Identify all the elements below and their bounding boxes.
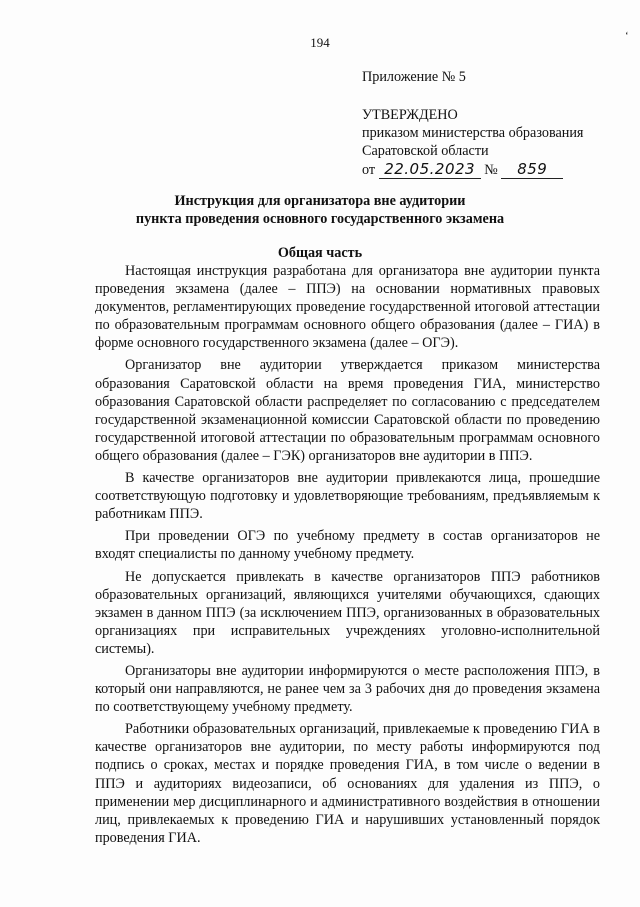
corner-mark: ʻ <box>625 30 629 42</box>
handwritten-number: 859 <box>501 160 563 179</box>
document-title-line2: пункта проведения основного государственного экзамена <box>135 211 505 227</box>
paragraph: Организатор вне аудитории утверждается приказом министерства образования Саратовской области на время проведения ГИА, министерство образования Саратовской области распределяет по согласованию с председателем государственной экзаменационной комиссии Саратовской области по проведению государственной итоговой аттестации по образовательным программам основного общего образования (далее – ГЭК) организаторов вне аудитории в ППЭ. <box>95 357 600 464</box>
section-title: Общая часть <box>277 245 363 261</box>
paragraph: Не допускается привлекать в качестве организаторов ППЭ работников образовательных организаций, являющихся учителями обучающихся, сдающих экзамен в данном ППЭ (за исключением ППЭ, организованных в образовательных организациях при исправительных учреждениях уголовно-исполнительной системы). <box>95 568 600 657</box>
paragraph: Организаторы вне аудитории информируются о месте расположения ППЭ, в который они направляются, не ранее чем за 3 рабочих дня до проведения экзамена по соответствующему учебному предмету. <box>95 662 600 716</box>
appendix-label: Приложение № 5 <box>362 69 466 85</box>
handwritten-date: 22.05.2023 <box>379 160 481 179</box>
approved-by-line1: приказом министерства образования <box>362 125 584 141</box>
approved-by-line2: Саратовской области <box>362 143 489 159</box>
approval-block <box>362 68 583 179</box>
paragraph: Работники образовательных организаций, привлекаемые к проведению ГИА в качестве организаторов вне аудитории, по месту работы информируются под подпись о сроках, местах и порядке проведения ГИА, в том числе о ведении в ППЭ и аудиториях видеозаписи, об основаниях для удаления из ППЭ, о применении мер дисциплинарного и административного воздействия в отношении лиц, привлекаемых к проведению ГИА и нарушивших установленный порядок проведения ГИА. <box>95 721 600 846</box>
paragraph: При проведении ОГЭ по учебному предмету в состав организаторов не входят специалисты по данному учебному предмету. <box>95 528 600 563</box>
paragraph: В качестве организаторов вне аудитории привлекаются лица, прошедшие соответствующую подготовку и удовлетворяющие требованиям, предъявляемым к работникам ППЭ. <box>95 470 600 523</box>
body-text <box>95 262 600 851</box>
paragraph: Настоящая инструкция разработана для организатора вне аудитории пункта проведения экзамена (далее – ППЭ) на основании нормативных правовых документов, регламентирующих проведение государственной итоговой аттестации по образовательным программам основного общего образования (далее – ГИА) в форме основного государственного экзамена (далее – ОГЭ). <box>95 263 600 352</box>
from-label: от <box>362 162 376 178</box>
document-title-line1: Инструкция для организатора вне аудитории <box>174 193 466 209</box>
number-label: № <box>484 162 498 178</box>
approved-label: УТВЕРЖДЕНО <box>362 107 458 123</box>
page-number: 194 <box>310 35 330 50</box>
order-line <box>362 160 583 179</box>
